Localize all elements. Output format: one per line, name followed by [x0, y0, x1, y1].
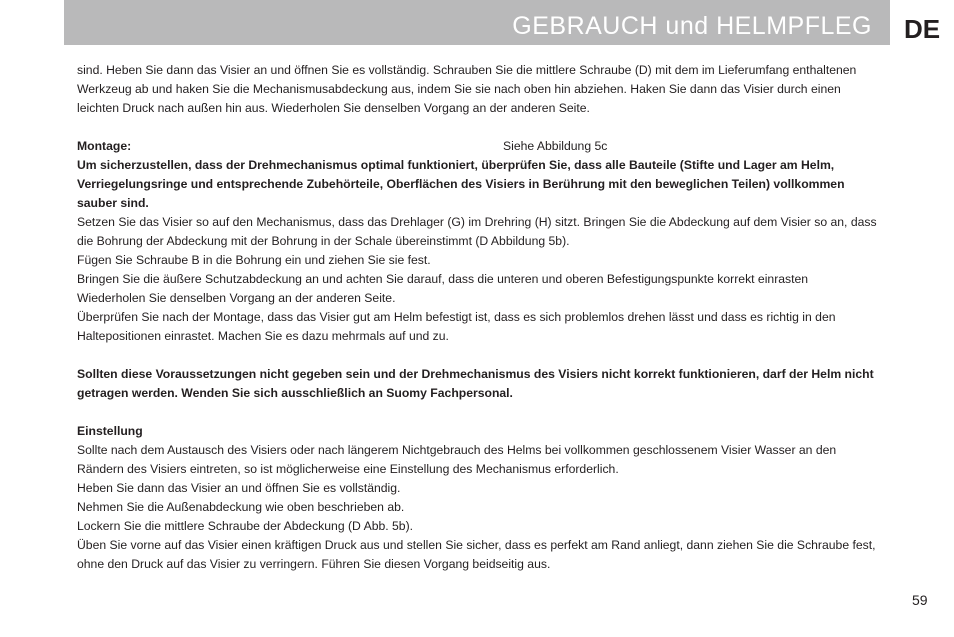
einstellung-step: Heben Sie dann das Visier an und öffnen Sie es vollständig.	[77, 481, 401, 495]
einstellung-step: Üben Sie vorne auf das Visier einen kräftigen Druck aus und stellen Sie sicher, dass es perfekt am Rand anliegt, dann ziehen Sie die Schraube fest, ohne den Druck auf das Visier zu verringern. Führen Sie diesen Vorgang beidseitig aus.	[77, 538, 876, 571]
montage-requirement: Um sicherzustellen, dass der Drehmechanismus optimal funktioniert, überprüfen Sie, dass alle Bauteile (Stifte und Lager am Helm, Verriegelungsringe und entsprechende Zubehörteile, Oberflächen des Visiers in Berührung mit den beweglichen Teilen) vollkommen sauber sind.	[77, 158, 845, 210]
page-number: 59	[912, 592, 928, 608]
montage-step: Wiederholen Sie denselben Vorgang an der anderen Seite.	[77, 291, 396, 305]
einstellung-step: Sollte nach dem Austausch des Visiers oder nach längerem Nichtgebrauch des Helms bei vollkommen geschlossenem Visier Wasser an den Rändern des Visiers eintreten, so ist möglicherweise eine Einstellung des Mechanismus erforderlich.	[77, 443, 837, 476]
montage-step: Fügen Sie Schraube B in die Bohrung ein und ziehen Sie sie fest.	[77, 253, 431, 267]
spacer	[77, 403, 881, 422]
montage-step: Überprüfen Sie nach der Montage, dass das Visier gut am Helm befestigt ist, dass es sich problemlos drehen lässt und dass es richtig in den Haltepositionen einrastet. Machen Sie es dazu mehrmals auf und zu.	[77, 310, 836, 343]
montage-step: Bringen Sie die äußere Schutzabdeckung an und achten Sie darauf, dass die unteren und oberen Befestigungspunkte korrekt einrasten	[77, 272, 809, 286]
language-label: DE	[904, 14, 941, 44]
montage-heading-row	[77, 137, 881, 156]
montage-heading: Montage:	[77, 139, 132, 153]
einstellung-heading: Einstellung	[77, 424, 143, 438]
header-bar	[64, 0, 890, 45]
spacer	[77, 346, 881, 365]
einstellung-step: Nehmen Sie die Außenabdeckung wie oben beschrieben ab.	[77, 500, 405, 514]
montage-step: Setzen Sie das Visier so auf den Mechanismus, dass das Drehlager (G) im Drehring (H) sitzt. Bringen Sie die Abdeckung auf dem Visier so an, dass die Bohrung der Abdeckung mit der Bohrung in der Schale übereinstimmt (D Abbildung 5b).	[77, 215, 877, 248]
spacer	[77, 118, 881, 137]
montage-figure-reference: Siehe Abbildung 5c	[503, 139, 608, 153]
einstellung-step: Lockern Sie die mittlere Schraube der Abdeckung (D Abb. 5b).	[77, 519, 414, 533]
intro-paragraph: sind. Heben Sie dann das Visier an und öffnen Sie es vollständig. Schrauben Sie die mittlere Schraube (D) mit dem im Lieferumfang enthaltenen Werkzeug ab und haken Sie die Mechanismusabdeckung aus, indem Sie sie nach oben hin abziehen. Haken Sie dann das Visier durch einen leichten Druck nach außen hin aus. Wiederholen Sie denselben Vorgang an der anderen Seite.	[77, 63, 857, 115]
page-title: GEBRAUCH und HELMPFLEG	[512, 12, 872, 40]
warning-paragraph: Sollten diese Voraussetzungen nicht gegeben sein und der Drehmechanismus des Visiers nicht korrekt funktionieren, darf der Helm nicht getragen werden. Wenden Sie sich ausschließlich an Suomy Fachpersonal.	[77, 367, 874, 400]
document-body	[77, 61, 881, 574]
